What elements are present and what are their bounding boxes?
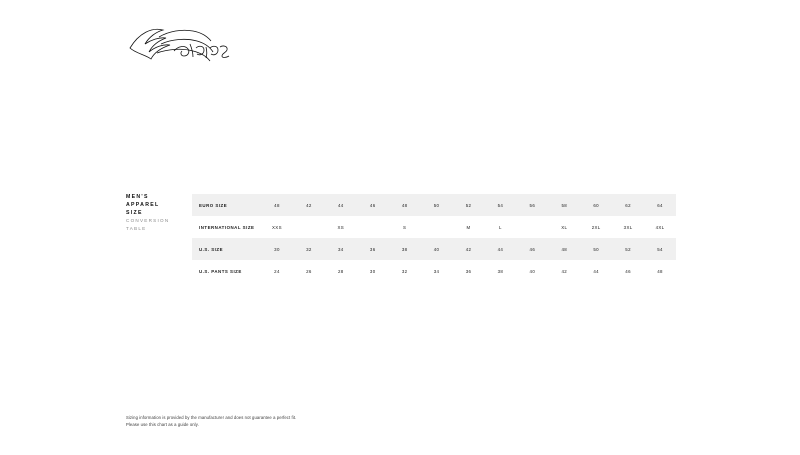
cell: 24 [274, 268, 280, 274]
cell: 62 [612, 194, 644, 216]
row-label: U.S. SIZE [192, 238, 261, 260]
cell: 30 [369, 268, 376, 274]
cell: 3XL [623, 224, 633, 230]
cell: 44 [325, 194, 357, 216]
title-line-2: APPAREL [126, 201, 160, 208]
cell: 42 [453, 238, 485, 260]
page-title [126, 194, 192, 233]
cell: 54 [484, 194, 516, 216]
table-row [192, 216, 676, 238]
cell [516, 216, 548, 238]
cell [357, 216, 389, 238]
cell: 30 [261, 238, 293, 260]
disclaimer-line-1: Sizing information is provided by the manufacturer and does not guarantee a perfect fit. [126, 415, 297, 420]
cell: 52 [612, 238, 644, 260]
cell: 40 [421, 238, 453, 260]
cell: 48 [261, 194, 293, 216]
cell: S [403, 224, 407, 230]
cell: 36 [357, 238, 389, 260]
cell: 28 [338, 268, 344, 274]
cell: 46 [516, 238, 548, 260]
disclaimer-note [126, 414, 296, 429]
cell: 2XL [591, 224, 601, 230]
cell: 60 [580, 194, 612, 216]
cell: 54 [644, 238, 676, 260]
cell: 40 [529, 268, 536, 274]
cell: 42 [293, 194, 325, 216]
cell: 44 [593, 268, 599, 274]
cell: XL [561, 224, 568, 230]
cell: 34 [433, 268, 440, 274]
cell: 26 [306, 268, 312, 274]
cell: 50 [580, 238, 612, 260]
size-conversion-table [192, 194, 676, 282]
title-line-5: TABLE [126, 226, 147, 232]
cell: 36 [465, 268, 472, 274]
cell: L [499, 224, 502, 230]
cell: 32 [293, 238, 325, 260]
row-label: U.S. PANTS SIZE [199, 268, 242, 274]
disclaimer-line-2: Please use this chart as a guide only. [126, 422, 199, 428]
cell: 42 [561, 268, 568, 274]
title-line-3: SIZE [126, 209, 143, 216]
cell: 64 [644, 194, 676, 216]
cell: 44 [484, 238, 516, 260]
cell: M [466, 224, 471, 230]
cell: 46 [625, 268, 631, 274]
cell: 50 [421, 194, 453, 216]
cell: 56 [516, 194, 548, 216]
table-body [192, 194, 676, 282]
table-row [192, 260, 676, 282]
cell: XS [337, 224, 345, 230]
cell: 48 [548, 238, 580, 260]
cell: 58 [548, 194, 580, 216]
title-line-1: MEN'S [126, 194, 149, 200]
table-row [192, 238, 676, 260]
cell: 4XL [655, 224, 665, 230]
cell: 34 [325, 238, 357, 260]
row-label: EURO SIZE [192, 194, 261, 216]
cell: 38 [497, 268, 504, 274]
cell [421, 216, 453, 238]
title-line-4: CONVERSION [126, 218, 170, 224]
cell: XXS [272, 224, 282, 230]
alpinestars-logo [126, 22, 238, 66]
table-row [192, 194, 676, 216]
cell: 52 [453, 194, 485, 216]
cell: 48 [389, 194, 421, 216]
cell: 38 [389, 238, 421, 260]
row-label: INTERNATIONAL SIZE [199, 224, 255, 230]
cell: 46 [357, 194, 389, 216]
cell: 48 [657, 268, 663, 274]
cell [293, 216, 325, 238]
cell: 32 [401, 268, 408, 274]
